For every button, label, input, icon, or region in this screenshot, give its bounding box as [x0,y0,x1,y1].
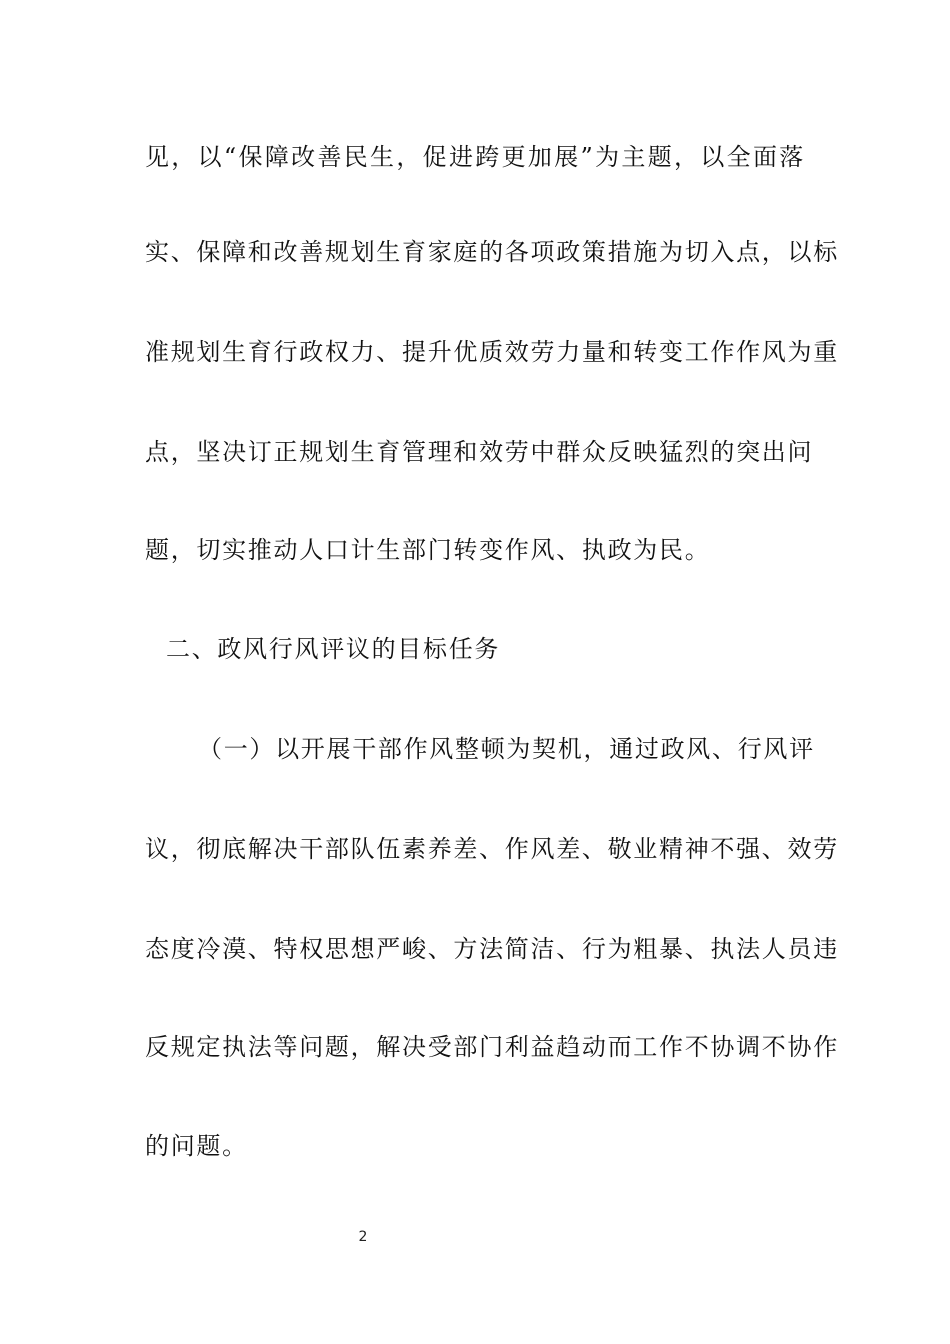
subsection-line-2: 议，彻底解决干部队伍素养差、作风差、敬业精神不强、效劳 [145,835,839,863]
paragraph-line-2: 实、保障和改善规划生育家庭的各项政策措施为切入点，以标 [145,238,839,266]
subsection-line-4: 反规定执法等问题，解决受部门利益趋动而工作不协调不协作 [145,1033,839,1061]
paragraph-line-5: 题，切实推动人口计生部门转变作风、执政为民。 [145,536,711,564]
page-number: 2 [358,1229,368,1245]
paragraph-line-1: 见，以“保障改善民生，促进跨更加展”为主题，以全面落 [145,143,805,171]
subsection-line-5: 的问题。 [145,1132,248,1160]
subsection-line-3: 态度冷漠、特权思想严峻、方法简洁、行为粗暴、执法人员违 [145,935,839,963]
section-heading: 二、政风行风评议的目标任务 [166,635,501,663]
subsection-line-1: （一）以开展干部作风整顿为契机，通过政风、行风评 [198,735,815,763]
paragraph-line-4: 点，坚决订正规划生育管理和效劳中群众反映猛烈的突出问 [145,438,814,466]
paragraph-line-3: 准规划生育行政权力、提升优质效劳力量和转变工作作风为重 [145,338,839,366]
